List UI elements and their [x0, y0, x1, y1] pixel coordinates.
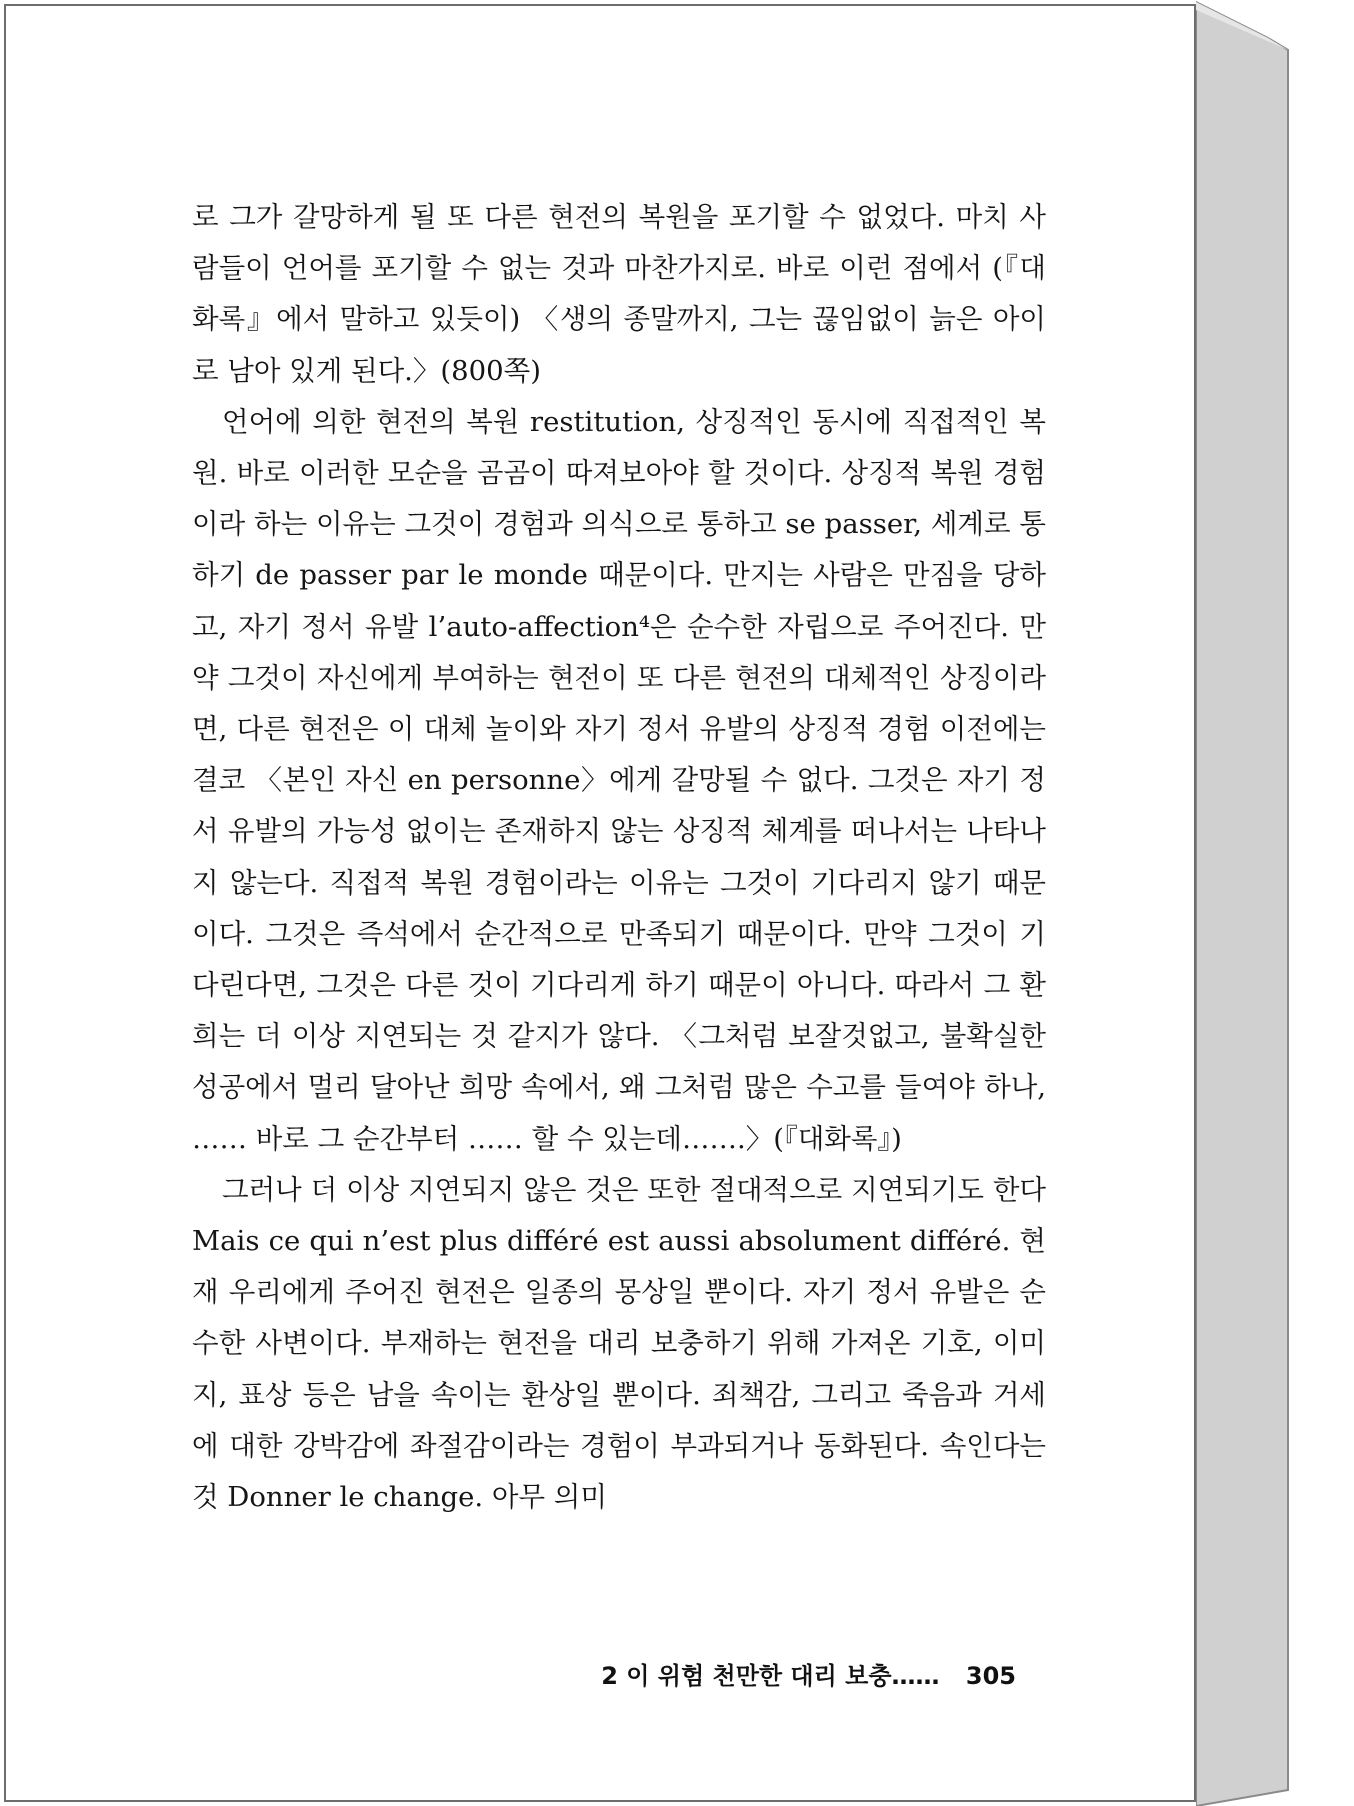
paragraph: 언어에 의한 현전의 복원 restitution, 상징적인 동시에 직접적인 복원. 바로 이러한 모순을 곰곰이 따져보아야 할 것이다. 상징적 복원 경험이라 하는 이유는 그것이 경험과 의식으로 통하고 se passer, 세계로 통하기 de passer par le monde 때문이다. 만지는 사람은 만짐을 당하고, 자기 정서 유발 l’auto-affection⁴은 순수한 자립으로 주어진다. 만약 그것이 자신에게 부여하는 현전이 또 다른 현전의 대체적인 상징이라면, 다른 현전은 이 대체 놀이와 자기 정서 유발의 상징적 경험 이전에는 결코 〈본인 자신 en personne〉에게 갈망될 수 없다. 그것은 자기 정서 유발의 가능성 없이는 존재하지 않는 상징적 체계를 떠나서는 나타나지 않는다. 직접적 복원 경험이라는 이유는 그것이 기다리지 않기 때문이다. 그것은 즉석에서 순간적으로 만족되기 때문이다. 만약 그것이 기다린다면, 그것은 다른 것이 기다리게 하기 때문이 아니다. 따라서 그 환희는 더 이상 지연되는 것 같지가 않다. 〈그처럼 보잘것없고, 불확실한 성공에서 멀리 달아난 희망 속에서, 왜 그처럼 많은 수고를 들여야 하나, …… 바로 그 순간부터 …… 할 수 있는데…….〉(『대화록』): [192, 405, 1046, 1155]
footer-chapter-title: 2 이 위험 천만한 대리 보충……: [601, 1662, 940, 1690]
body-text: [192, 192, 1046, 1523]
book-page: [4, 4, 1196, 1802]
running-footer: [566, 1656, 1016, 1691]
page-edge-shadow: [1196, 0, 1292, 1806]
paragraph: 로 그가 갈망하게 될 또 다른 현전의 복원을 포기할 수 없었다. 마치 사람들이 언어를 포기할 수 없는 것과 마찬가지로. 바로 이런 점에서 (『대화록』에서 말하고 있듯이) 〈생의 종말까지, 그는 끊임없이 늙은 아이로 남아 있게 된다.〉(800쪽): [192, 201, 1046, 387]
page-number: 305: [965, 1662, 1016, 1690]
paragraph: 그러나 더 이상 지연되지 않은 것은 또한 절대적으로 지연되기도 한다 Mais ce qui n’est plus différé est aussi absolument différé. 현재 우리에게 주어진 현전은 일종의 몽상일 뿐이다. 자기 정서 유발은 순수한 사변이다. 부재하는 현전을 대리 보충하기 위해 가져온 기호, 이미지, 표상 등은 남을 속이는 환상일 뿐이다. 죄책감, 그리고 죽음과 거세에 대한 강박감에 좌절감이라는 경험이 부과되거나 동화된다. 속인다는 것 Donner le change. 아무 의미: [192, 1173, 1046, 1514]
